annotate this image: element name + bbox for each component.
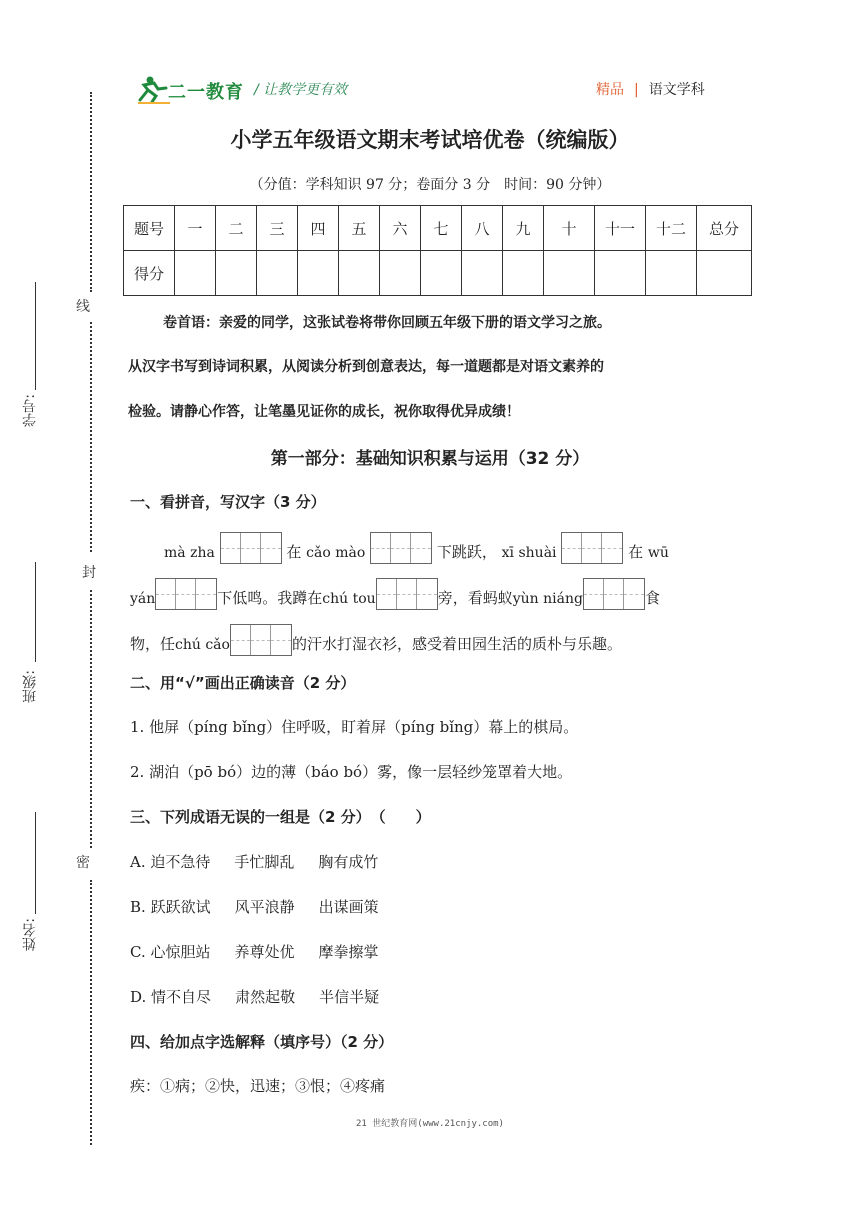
q1-line-1 — [164, 532, 669, 564]
score-cell[interactable] — [175, 251, 216, 296]
option-letter: A. — [130, 853, 146, 871]
score-row — [124, 251, 752, 296]
score-cell[interactable] — [216, 251, 257, 296]
option-letter: B. — [130, 898, 146, 916]
q3-option-b[interactable] — [130, 896, 403, 917]
page-footer: 21 世纪教育网(www.21cnjy.com) — [356, 1119, 504, 1129]
class-label: 班级: — [22, 670, 38, 703]
brand-slogan: / 让教学更有效 — [254, 82, 348, 98]
pinyin: cǎo mào — [306, 545, 366, 561]
idiom: 跃跃欲试 — [150, 898, 211, 916]
score-cell[interactable] — [339, 251, 380, 296]
col-header: 三 — [257, 206, 298, 251]
binding-dotted-line — [90, 322, 92, 552]
col-header: 五 — [339, 206, 380, 251]
q1-line-3 — [130, 624, 622, 656]
col-header: 一 — [175, 206, 216, 251]
header-right — [596, 79, 705, 99]
col-header: 十二 — [646, 206, 697, 251]
name-label: 姓名: — [22, 918, 38, 951]
student-no-fill-line[interactable] — [35, 282, 36, 390]
col-header: 七 — [421, 206, 462, 251]
text: 下跳跃， — [436, 543, 497, 561]
exam-title: 小学五年级语文期末考试培优卷（统编版） — [230, 128, 630, 152]
char-grid[interactable] — [583, 578, 645, 610]
intro-line: 检验。请静心作答，让笔墨见证你的成长，祝你取得优异成绩！ — [128, 404, 520, 420]
text: 物，任 — [130, 635, 176, 653]
q3-option-a[interactable] — [130, 851, 402, 872]
char-grid[interactable] — [230, 624, 292, 656]
idiom: 养尊处优 — [234, 943, 295, 961]
binding-dotted-line — [90, 590, 92, 848]
col-header: 八 — [462, 206, 503, 251]
score-cell[interactable] — [646, 251, 697, 296]
q2-title: 二、用“√”画出正确读音（2 分） — [130, 674, 356, 692]
col-header: 六 — [380, 206, 421, 251]
char-grid[interactable] — [220, 532, 282, 564]
score-cell[interactable] — [544, 251, 595, 296]
q2-item: 2. 湖泊（pō bó）边的薄（báo bó）雾，像一层轻纱笼罩着大地。 — [130, 763, 573, 781]
col-header: 十 — [544, 206, 595, 251]
subject-label: 语文学科 — [648, 82, 705, 98]
idiom: 肃然起敬 — [235, 988, 296, 1006]
idiom: 摩拳擦掌 — [318, 943, 379, 961]
part-one-title: 第一部分：基础知识积累与运用（32 分） — [270, 449, 590, 469]
binding-mark-seal: 封 — [82, 565, 96, 581]
row-label: 题号 — [124, 206, 175, 251]
premium-label: 精品 — [596, 82, 624, 98]
header-separator: | — [634, 82, 639, 98]
pinyin: yán — [130, 591, 156, 607]
brand-name: 二一教育 — [168, 82, 244, 103]
question-number-row — [124, 206, 752, 251]
class-fill-line[interactable] — [35, 562, 36, 662]
binding-dotted-line — [90, 880, 92, 1145]
q3-option-d[interactable] — [130, 986, 403, 1007]
pinyin: mà zha — [164, 545, 215, 561]
char-grid[interactable] — [561, 532, 623, 564]
score-cell[interactable] — [257, 251, 298, 296]
score-cell[interactable] — [421, 251, 462, 296]
q3-option-c[interactable] — [130, 941, 403, 962]
q4-definitions: 疾：①病；②快，迅速；③恨；④疼痛 — [130, 1077, 386, 1095]
idiom: 半信半疑 — [319, 988, 380, 1006]
text: 在 — [628, 543, 644, 561]
idiom: 风平浪静 — [234, 898, 295, 916]
score-cell[interactable] — [697, 251, 752, 296]
idiom: 迫不急待 — [150, 853, 211, 871]
text: 食 — [644, 589, 660, 607]
idiom: 情不自尽 — [151, 988, 212, 1006]
intro-line: 卷首语：亲爱的同学，这张试卷将带你回顾五年级下册的语文学习之旅。 — [163, 315, 611, 331]
exam-subtitle: （分值：学科知识 97 分；卷面分 3 分 时间：90 分钟） — [249, 177, 611, 193]
pinyin: wū — [647, 545, 669, 561]
option-letter: D. — [130, 988, 147, 1006]
idiom: 手忙脚乱 — [234, 853, 295, 871]
idiom: 胸有成竹 — [318, 853, 379, 871]
q3-title: 三、下列成语无误的一组是（2 分） （ ） — [130, 808, 431, 826]
q4-title: 四、给加点字选解释（填序号）（2 分） — [130, 1033, 394, 1051]
char-grid[interactable] — [376, 578, 438, 610]
option-letter: C. — [130, 943, 146, 961]
pinyin: yùn niáng — [512, 591, 583, 607]
text: 旁，看蚂蚁 — [437, 589, 513, 607]
student-no-label: 学号: — [22, 394, 38, 427]
idiom: 心惊胆站 — [150, 943, 211, 961]
char-grid[interactable] — [370, 532, 432, 564]
binding-mark-secret: 密 — [76, 855, 90, 871]
q1-line-2 — [130, 578, 660, 610]
idiom: 出谋画策 — [318, 898, 379, 916]
score-table — [123, 205, 752, 296]
pinyin: xī shuài — [501, 545, 557, 561]
score-cell[interactable] — [503, 251, 544, 296]
score-cell[interactable] — [380, 251, 421, 296]
q1-title: 一、看拼音，写汉字（3 分） — [130, 493, 326, 511]
name-fill-line[interactable] — [35, 812, 36, 914]
intro-line: 从汉字书写到诗词积累，从阅读分析到创意表达，每一道题都是对语文素养的 — [128, 359, 604, 375]
col-header: 总分 — [697, 206, 752, 251]
col-header: 九 — [503, 206, 544, 251]
score-cell[interactable] — [462, 251, 503, 296]
score-cell[interactable] — [595, 251, 646, 296]
row-label: 得分 — [124, 251, 175, 296]
binding-mark-line: 线 — [76, 299, 90, 315]
col-header: 四 — [298, 206, 339, 251]
text: 下低鸣。我蹲在 — [217, 589, 323, 607]
pinyin: chú cǎo — [175, 637, 230, 653]
col-header: 十一 — [595, 206, 646, 251]
text: 的汗水打湿衣衫，感受着田园生活的质朴与乐趣。 — [291, 635, 622, 653]
q2-item: 1. 他屏（píng bǐng）住呼吸，盯着屏（píng bǐng）幕上的棋局。 — [130, 718, 579, 736]
pinyin: chú tou — [322, 591, 376, 607]
score-cell[interactable] — [298, 251, 339, 296]
text: 在 — [286, 543, 302, 561]
col-header: 二 — [216, 206, 257, 251]
char-grid[interactable] — [155, 578, 217, 610]
